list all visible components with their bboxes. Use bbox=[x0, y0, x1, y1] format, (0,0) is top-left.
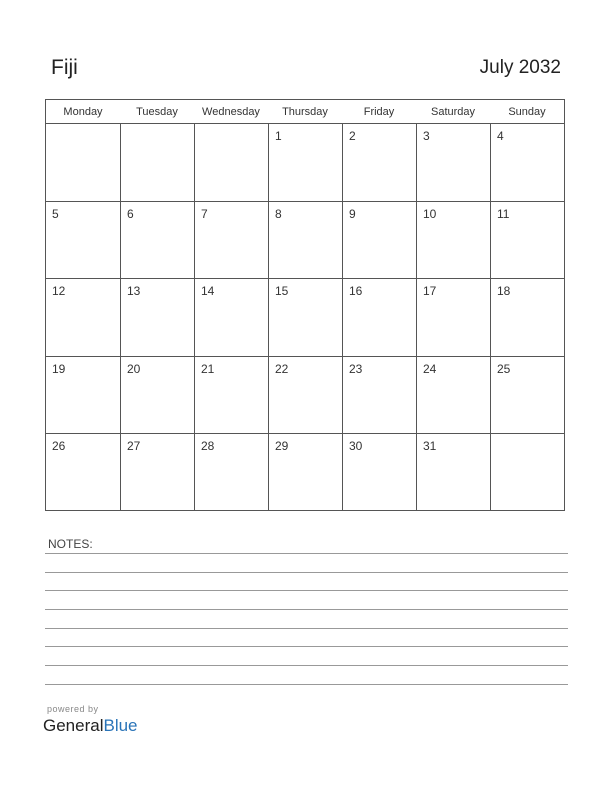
note-line bbox=[45, 628, 568, 629]
day-number: 1 bbox=[275, 129, 282, 143]
day-number: 15 bbox=[275, 284, 289, 299]
day-cell bbox=[490, 433, 564, 510]
day-number: 8 bbox=[275, 207, 282, 222]
day-cell bbox=[416, 433, 490, 510]
day-cell bbox=[416, 201, 490, 278]
day-number: 4 bbox=[497, 129, 504, 143]
day-cell bbox=[342, 278, 416, 355]
day-cell bbox=[46, 278, 120, 355]
day-number: 25 bbox=[497, 361, 511, 376]
day-cell bbox=[268, 356, 342, 433]
day-number: 14 bbox=[201, 284, 215, 299]
day-cell bbox=[120, 124, 194, 201]
day-cell bbox=[194, 356, 268, 433]
day-number: 24 bbox=[423, 361, 437, 376]
day-cell bbox=[194, 433, 268, 510]
day-number: 11 bbox=[497, 207, 510, 222]
day-cell bbox=[120, 278, 194, 355]
day-number: 5 bbox=[52, 207, 59, 222]
day-number: 31 bbox=[423, 438, 437, 453]
brand-logo bbox=[43, 716, 138, 736]
day-cell bbox=[490, 124, 564, 201]
day-number: 29 bbox=[275, 438, 289, 453]
day-number: 26 bbox=[52, 438, 66, 453]
notes-label: NOTES: bbox=[48, 537, 93, 551]
day-cell bbox=[268, 201, 342, 278]
day-cell bbox=[268, 278, 342, 355]
day-cell bbox=[120, 201, 194, 278]
day-cell bbox=[46, 356, 120, 433]
day-number: 13 bbox=[127, 284, 141, 299]
note-line bbox=[45, 684, 568, 685]
day-cell bbox=[46, 433, 120, 510]
day-number: 16 bbox=[349, 284, 363, 299]
day-cell bbox=[46, 201, 120, 278]
powered-by-text: powered by bbox=[47, 704, 99, 714]
note-line bbox=[45, 646, 568, 647]
day-cell bbox=[416, 124, 490, 201]
day-number: 19 bbox=[52, 361, 66, 376]
day-cell bbox=[490, 356, 564, 433]
note-line bbox=[45, 590, 568, 591]
day-number: 12 bbox=[52, 284, 66, 299]
weekday-header: Tuesday bbox=[120, 100, 194, 124]
weekday-header: Sunday bbox=[490, 100, 564, 124]
day-cell bbox=[342, 124, 416, 201]
day-cell bbox=[46, 124, 120, 201]
weekday-header: Thursday bbox=[268, 100, 342, 124]
weekday-header: Friday bbox=[342, 100, 416, 124]
day-cell bbox=[342, 433, 416, 510]
day-number: 2 bbox=[349, 129, 356, 143]
brand-general: General bbox=[43, 716, 104, 735]
day-cell bbox=[120, 356, 194, 433]
day-number: 10 bbox=[423, 207, 437, 222]
day-number: 27 bbox=[127, 438, 141, 453]
day-cell bbox=[268, 433, 342, 510]
day-cell bbox=[194, 201, 268, 278]
weekday-header: Monday bbox=[46, 100, 120, 124]
day-number: 21 bbox=[201, 361, 215, 376]
day-number: 23 bbox=[349, 361, 363, 376]
day-cell bbox=[342, 356, 416, 433]
calendar-grid bbox=[45, 99, 565, 511]
day-cell bbox=[416, 278, 490, 355]
day-number: 7 bbox=[201, 207, 208, 222]
weekday-header: Saturday bbox=[416, 100, 490, 124]
day-cell bbox=[194, 124, 268, 201]
day-number: 20 bbox=[127, 361, 141, 376]
day-cell bbox=[120, 433, 194, 510]
brand-blue: Blue bbox=[103, 716, 138, 735]
note-line bbox=[45, 609, 568, 610]
day-cell bbox=[194, 278, 268, 355]
day-cell bbox=[490, 278, 564, 355]
country-title: Fiji bbox=[51, 56, 78, 79]
day-number: 28 bbox=[201, 438, 215, 453]
month-year-title: July 2032 bbox=[479, 57, 561, 78]
day-cell bbox=[490, 201, 564, 278]
note-line bbox=[45, 665, 568, 666]
weekday-header: Wednesday bbox=[194, 100, 268, 124]
day-cell bbox=[268, 124, 342, 201]
day-cell bbox=[416, 356, 490, 433]
day-cell bbox=[342, 201, 416, 278]
note-line bbox=[45, 572, 568, 573]
day-number: 30 bbox=[349, 438, 363, 453]
day-number: 18 bbox=[497, 284, 511, 299]
day-number: 3 bbox=[423, 129, 430, 143]
day-number: 9 bbox=[349, 207, 356, 222]
day-number: 6 bbox=[127, 207, 134, 222]
day-number: 22 bbox=[275, 361, 289, 376]
day-number: 17 bbox=[423, 284, 437, 299]
note-line bbox=[45, 553, 568, 554]
